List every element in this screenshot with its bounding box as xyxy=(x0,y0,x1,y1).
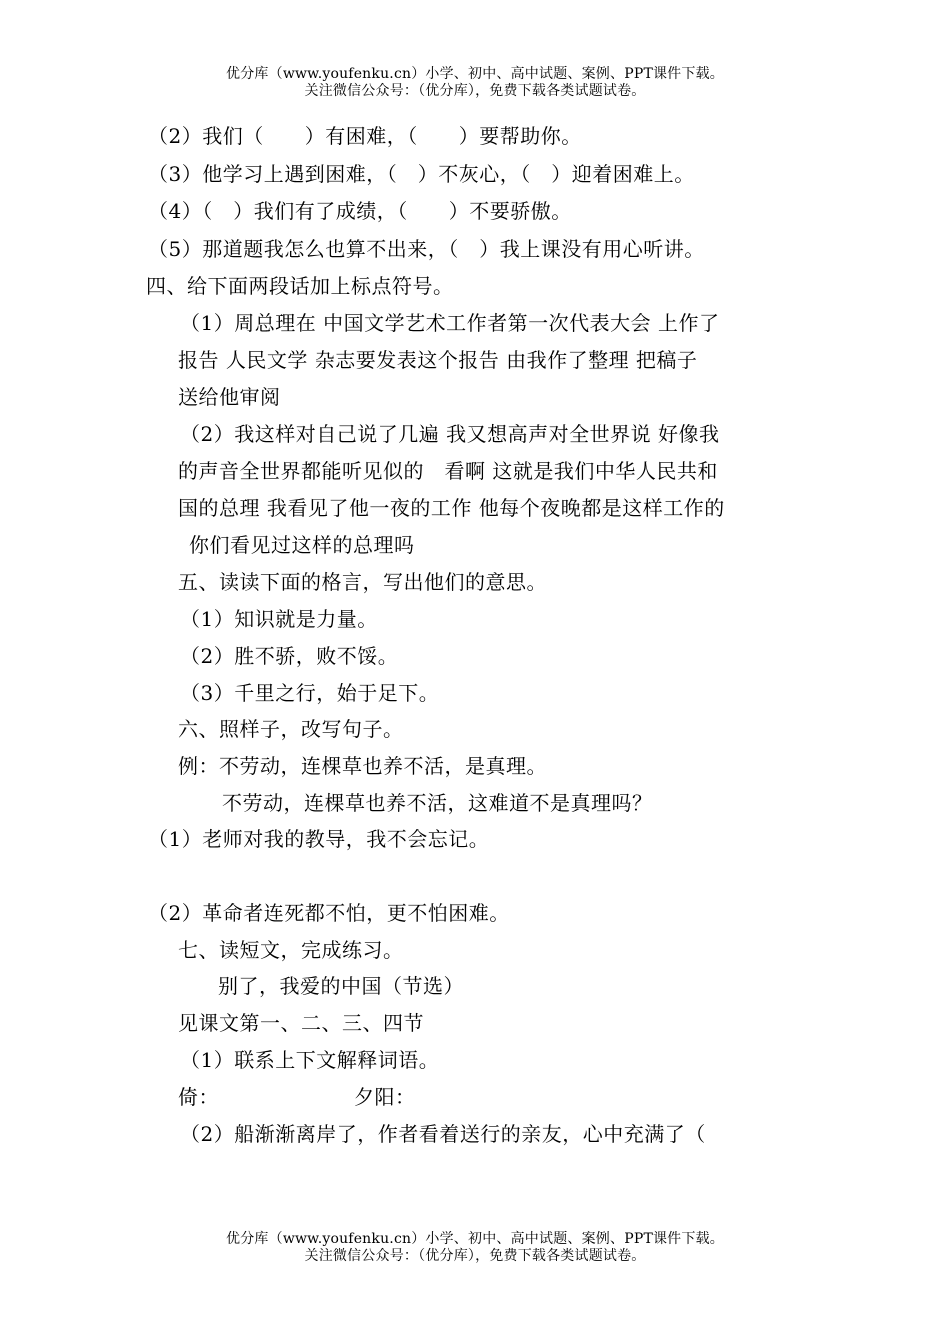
q3-item-5: （5）那道题我怎么也算不出来，（ ）我上课没有用心听讲。 xyxy=(148,237,705,261)
page-header xyxy=(0,66,950,100)
q3-item-4: （4）（ ）我们有了成绩，（ ）不要骄傲。 xyxy=(148,199,572,223)
q7-passage-title: 别了，我爱的中国（节选） xyxy=(218,974,464,998)
q3-item-3: （3）他学习上遇到困难，（ ）不灰心，（ ）迎着困难上。 xyxy=(148,162,695,186)
header-line-1: 优分库（www.youfenku.cn）小学、初中、高中试题、案例、PPT课件下载。 xyxy=(226,66,724,82)
q6-example-rewrite: 不劳动，连棵草也养不活，这难道不是真理吗？ xyxy=(222,791,653,815)
q4-p1-line-3: 送给他审阅 xyxy=(178,385,281,409)
q7-word-1: 倚： xyxy=(178,1085,219,1109)
q4-p2-line-1: （2）我这样对自己说了几遍 我又想高声对全世界说 好像我 xyxy=(180,422,720,446)
q5-title: 五、读读下面的格言，写出他们的意思。 xyxy=(178,570,547,594)
q4-p2-line-4: 你们看见过这样的总理吗 xyxy=(189,533,415,557)
q3-item-2: （2）我们（ ）有困难，（ ）要帮助你。 xyxy=(148,124,582,148)
q4-title: 四、给下面两段话加上标点符号。 xyxy=(146,274,454,298)
q7-word-2: 夕阳： xyxy=(354,1085,416,1109)
q4-p1-line-1: （1）周总理在 中国文学艺术工作者第一次代表大会 上作了 xyxy=(180,311,720,335)
q6-example: 例：不劳动，连棵草也养不活，是真理。 xyxy=(178,754,547,778)
q6-item-2: （2）革命者连死都不怕，更不怕困难。 xyxy=(148,901,510,925)
page-footer xyxy=(0,1231,950,1265)
q7-passage-ref: 见课文第一、二、三、四节 xyxy=(178,1011,424,1035)
q7-title: 七、读短文，完成练习。 xyxy=(178,938,404,962)
footer-line-1: 优分库（www.youfenku.cn）小学、初中、高中试题、案例、PPT课件下载。 xyxy=(226,1231,724,1247)
q5-item-1: （1）知识就是力量。 xyxy=(180,607,378,631)
q4-p2-line-2: 的声音全世界都能听见似的 看啊 这就是我们中华人民共和 xyxy=(178,459,718,483)
q5-item-3: （3）千里之行，始于足下。 xyxy=(180,681,440,705)
q4-p2-line-3: 国的总理 我看见了他一夜的工作 他每个夜晚都是这样工作的 xyxy=(178,496,725,520)
q7-item-1: （1）联系上下文解释词语。 xyxy=(180,1048,440,1072)
q6-item-1: （1）老师对我的教导，我不会忘记。 xyxy=(148,827,490,851)
q4-p1-line-2: 报告 人民文学 杂志要发表这个报告 由我作了整理 把稿子 xyxy=(178,348,698,372)
q7-item-2: （2）船渐渐离岸了，作者看着送行的亲友，心中充满了（ xyxy=(180,1122,706,1146)
q5-item-2: （2）胜不骄，败不馁。 xyxy=(180,644,399,668)
q6-title: 六、照样子，改写句子。 xyxy=(178,717,404,741)
header-line-2: 关注微信公众号：（优分库），免费下载各类试题试卷。 xyxy=(304,83,646,99)
footer-line-2: 关注微信公众号：（优分库），免费下载各类试题试卷。 xyxy=(304,1248,646,1264)
